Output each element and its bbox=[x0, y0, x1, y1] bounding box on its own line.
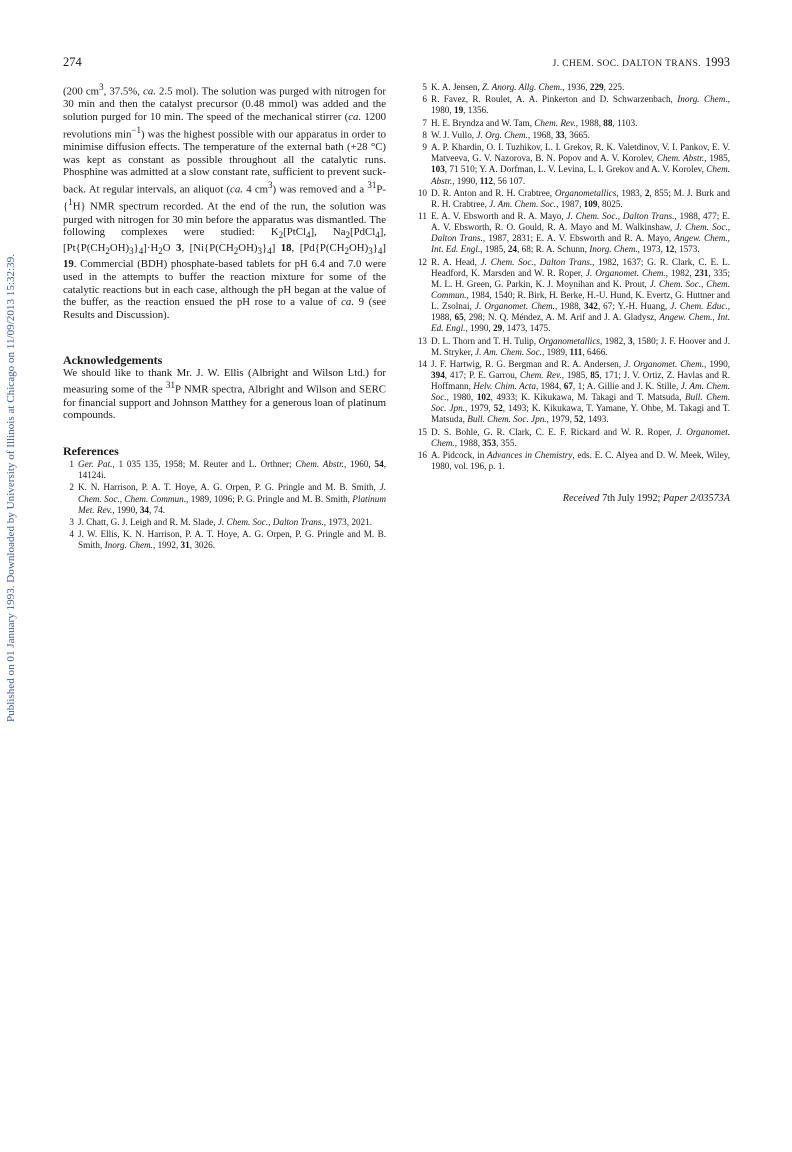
reference-number: 11 bbox=[418, 211, 427, 222]
reference-item bbox=[414, 142, 730, 186]
reference-text: J. W. Ellis, K. N. Harrison, P. A. T. Hoye, A. G. Orpen, P. G. Pringle and M. B. Smith, Inorg. Chem., 1992, 31, 3026. bbox=[78, 529, 386, 551]
reference-item bbox=[414, 82, 730, 93]
reference-number: 3 bbox=[69, 516, 74, 527]
reference-number: 2 bbox=[69, 482, 74, 493]
experimental-paragraph: (200 $cm^3$, 37.5%, ca. 2.5 mol). The solution was purged with nitrogen for 30 min and then the catalyst precursor (0.48 mmol) was added and the solution purged for 10 min. The speed of the mechanical stirrer (ca. 1200 revolutions $\min^{-1}$) was the highest possible with our apparatus in order to minimise diffusion effects. The temperature of the external bath (+28 °C) was kept as constant as possible throughout all the catalytic runs. Phosphine was admitted at a slow constant rate, sufficient to prevent suck-back. At regular intervals, an aliquot (ca. 4 $cm^3$) was removed and a $^{31}$P-{$^1$H} NMR spectrum recorded. At the end of the run, the solution was purged with nitrogen for 30 min before the apparatus was dismantled. The following complexes were studied: $K_2[PtCl_4]$, $Na_2[PdCl_4]$, $[Pt\{P(CH_2OH)_3\}_4]\cdot H_2O$ 3, $[Ni\{P(CH_2OH)_3\}_4]$ 18, $[Pd\{P(CH_2OH)_3\}_4]$ 19. Commercial (BDH) phosphate-based tablets for pH 6.4 and 7.0 were used in the attempts to buffer the reaction mixture for some of the catalytic reactions but in each case, although the pH began at the value of the buffer, as the reaction ensued the pH rose to a value of ca. 9 (see Results and Discussion). bbox=[63, 82, 387, 321]
reference-number: 12 bbox=[417, 256, 427, 267]
reference-number: 13 bbox=[417, 335, 427, 346]
reference-number: 10 bbox=[417, 187, 427, 198]
reference-item bbox=[414, 257, 730, 335]
reference-number: 16 bbox=[417, 450, 427, 461]
reference-text: J. F. Hartwig, R. G. Bergman and R. A. Andersen, J. Organomet. Chem., 1990, 394, 417; P. E. Garrou, Chem. Rev., 1985, 85, 171; J. V. Ortiz, Z. Havlas and R. Hoffmann, Helv. Chim. Acta, 1984, 67, 1; A. Gillie and J. K. Stille, J. Am. Chem. Soc., 1980, 102, 4933; K. Kikukawa, M. Takagi and T. Matsuda, Bull. Chem. Soc. Jpn., 1979, 52, 1493; K. Kikukawa, T. Yamane, Y. Ohbe, M. Takagi and T. Matsuda, Bull. Chem. Soc. Jpn., 1979, 52, 1493. bbox=[431, 358, 731, 425]
reference-list-right bbox=[414, 82, 730, 472]
reference-text: D. S. Bohle, G. R. Clark, C. E. F. Rickard and W. R. Roper, J. Organomet. Chem., 1988, 353, 355. bbox=[431, 426, 730, 448]
reference-text: E. A. V. Ebsworth and R. A. Mayo, J. Chem. Soc., Dalton Trans., 1988, 477; E. A. V. Ebsworth, R. O. Gould, R. A. Mayo and M. Walkinshaw, J. Chem. Soc., Dalton Trans., 1987, 2831; E. A. V. Ebsworth and R. A. Mayo, Angew. Chem., Int. Ed. Engl., 1985, 24, 68; R. A. Schunn, Inorg. Chem., 1973, 12, 1573. bbox=[431, 211, 731, 255]
page-number: 274 bbox=[63, 55, 82, 69]
reference-item bbox=[63, 459, 386, 481]
reference-item bbox=[414, 336, 730, 358]
reference-item bbox=[414, 94, 730, 116]
references-heading: References bbox=[63, 444, 119, 459]
acknowledgements-text: We should like to thank Mr. J. W. Ellis (Albright and Wilson Ltd.) for measuring some of the $^{31}$P NMR spectra, Albright and Wilson and SERC for financial support and Johnson Matthey for a generous loan of platinum compounds. bbox=[63, 366, 386, 422]
reference-number: 8 bbox=[422, 129, 427, 140]
reference-item bbox=[414, 427, 730, 449]
reference-text: K. A. Jensen, Z. Anorg. Allg. Chem., 1936, 229, 225. bbox=[431, 82, 625, 92]
reference-number: 14 bbox=[417, 358, 427, 369]
paper-number: Paper 2/03573A bbox=[662, 493, 730, 505]
journal-name: J. CHEM. SOC. DALTON TRANS. bbox=[552, 59, 701, 69]
reference-number: 6 bbox=[422, 94, 427, 105]
acknowledgements-heading: Acknowledgements bbox=[63, 352, 163, 367]
received-line bbox=[414, 493, 730, 504]
left-column bbox=[63, 81, 386, 553]
reference-text: H. E. Bryndza and W. Tam, Chem. Rev., 1988, 88, 1103. bbox=[431, 117, 638, 128]
reference-item bbox=[414, 118, 730, 129]
journal-header bbox=[553, 55, 730, 70]
reference-text: Ger. Pat., 1 035 135, 1958; M. Reuter and L. Orthner; Chem. Abstr., 1960, 54, 14124i. bbox=[78, 459, 387, 481]
reference-number: 9 bbox=[422, 142, 427, 153]
reference-item bbox=[414, 450, 730, 472]
reference-item bbox=[63, 482, 386, 515]
received-date: 7th July 1992; bbox=[602, 493, 661, 505]
reference-number: 7 bbox=[422, 117, 427, 128]
reference-text: K. N. Harrison, P. A. T. Hoye, A. G. Orpen, P. G. Pringle and M. B. Smith, J. Chem. Soc., Chem. Commun., 1989, 1096; P. G. Pringle and M. B. Smith, Platinum Met. Rev., 1990, 34, 74. bbox=[78, 482, 386, 515]
reference-item bbox=[414, 211, 730, 255]
reference-text: J. Chatt, G. J. Leigh and R. M. Slade, J. Chem. Soc., Dalton Trans., 1973, 2021. bbox=[78, 516, 373, 527]
watermark-text: Published on 01 January 1993. Downloaded by University of Illinois at Chicago on 11/09/2013 15:32:39. bbox=[6, 279, 17, 722]
right-column bbox=[414, 81, 730, 504]
reference-number: 5 bbox=[422, 82, 427, 92]
reference-list-left bbox=[63, 459, 386, 551]
received-label: Received bbox=[562, 493, 600, 505]
side-watermark bbox=[5, 252, 15, 722]
reference-item bbox=[414, 359, 730, 426]
reference-text: A. Pidcock, in Advances in Chemistry, eds. E. C. Alyea and D. W. Meek, Wiley, 1980, vol. 196, p. 1. bbox=[431, 450, 730, 472]
reference-text: D. R. Anton and R. H. Crabtree, Organometallics, 1983, 2, 855; M. J. Burk and R. H. Crabtree, J. Am. Chem. Soc., 1987, 109, 8025. bbox=[431, 187, 731, 209]
reference-text: R. A. Head, J. Chem. Soc., Dalton Trans., 1982, 1637; G. R. Clark, C. E. L. Headford, K. Marsden and W. R. Roper, J. Organomet. Chem., 1982, 231, 335; M. L. H. Green, G. Parkin, K. J. Moynihan and K. Prout, J. Chem. Soc., Chem. Commun., 1984, 1540; R. Birk, H. Berke, H.-U. Hund, K. Evertz, G. Huttner and L. Zsolnai, J. Organomet. Chem., 1988, 342, 67; Y.-H. Huang, J. Chem. Educ., 1988, 65, 298; N. Q. Méndez, A. M. Arif and J. A. Gladysz, Angew. Chem., Int. Ed. Engl., 1990, 29, 1473, 1475. bbox=[431, 256, 730, 334]
reference-text: R. Favez, R. Roulet, A. A. Pinkerton and D. Schwarzenbach, Inorg. Chem., 1980, 19, 1356. bbox=[431, 94, 730, 116]
reference-item bbox=[414, 130, 730, 141]
reference-item bbox=[63, 529, 386, 551]
reference-item bbox=[63, 517, 386, 528]
reference-number: 4 bbox=[69, 529, 74, 540]
journal-year: 1993 bbox=[705, 55, 730, 69]
reference-number: 1 bbox=[69, 459, 74, 470]
reference-text: W. J. Vullo, J. Org. Chem., 1968, 33, 3665. bbox=[431, 129, 590, 140]
reference-text: A. P. Khardin, O. I. Tuzhikov, L. I. Grekov, R. K. Valetdinov, V. I. Pankov, E. V. Matveeva, G. V. Nazorova, B. N. Popov and A. V. Korolev, Chem. Abstr., 1985, 103, 71 510; Y. A. Dorfman, L. V. Levina, L. I. Grekov and A. V. Korolev, Chem. Abstr., 1990, 112, 56 107. bbox=[431, 142, 730, 186]
reference-number: 15 bbox=[417, 426, 427, 437]
reference-text: D. L. Thorn and T. H. Tulip, Organometallics, 1982, 3, 1580; J. F. Hoover and J. M. Stryker, J. Am. Chem. Soc., 1989, 111, 6466. bbox=[431, 335, 730, 357]
reference-item bbox=[414, 188, 730, 210]
